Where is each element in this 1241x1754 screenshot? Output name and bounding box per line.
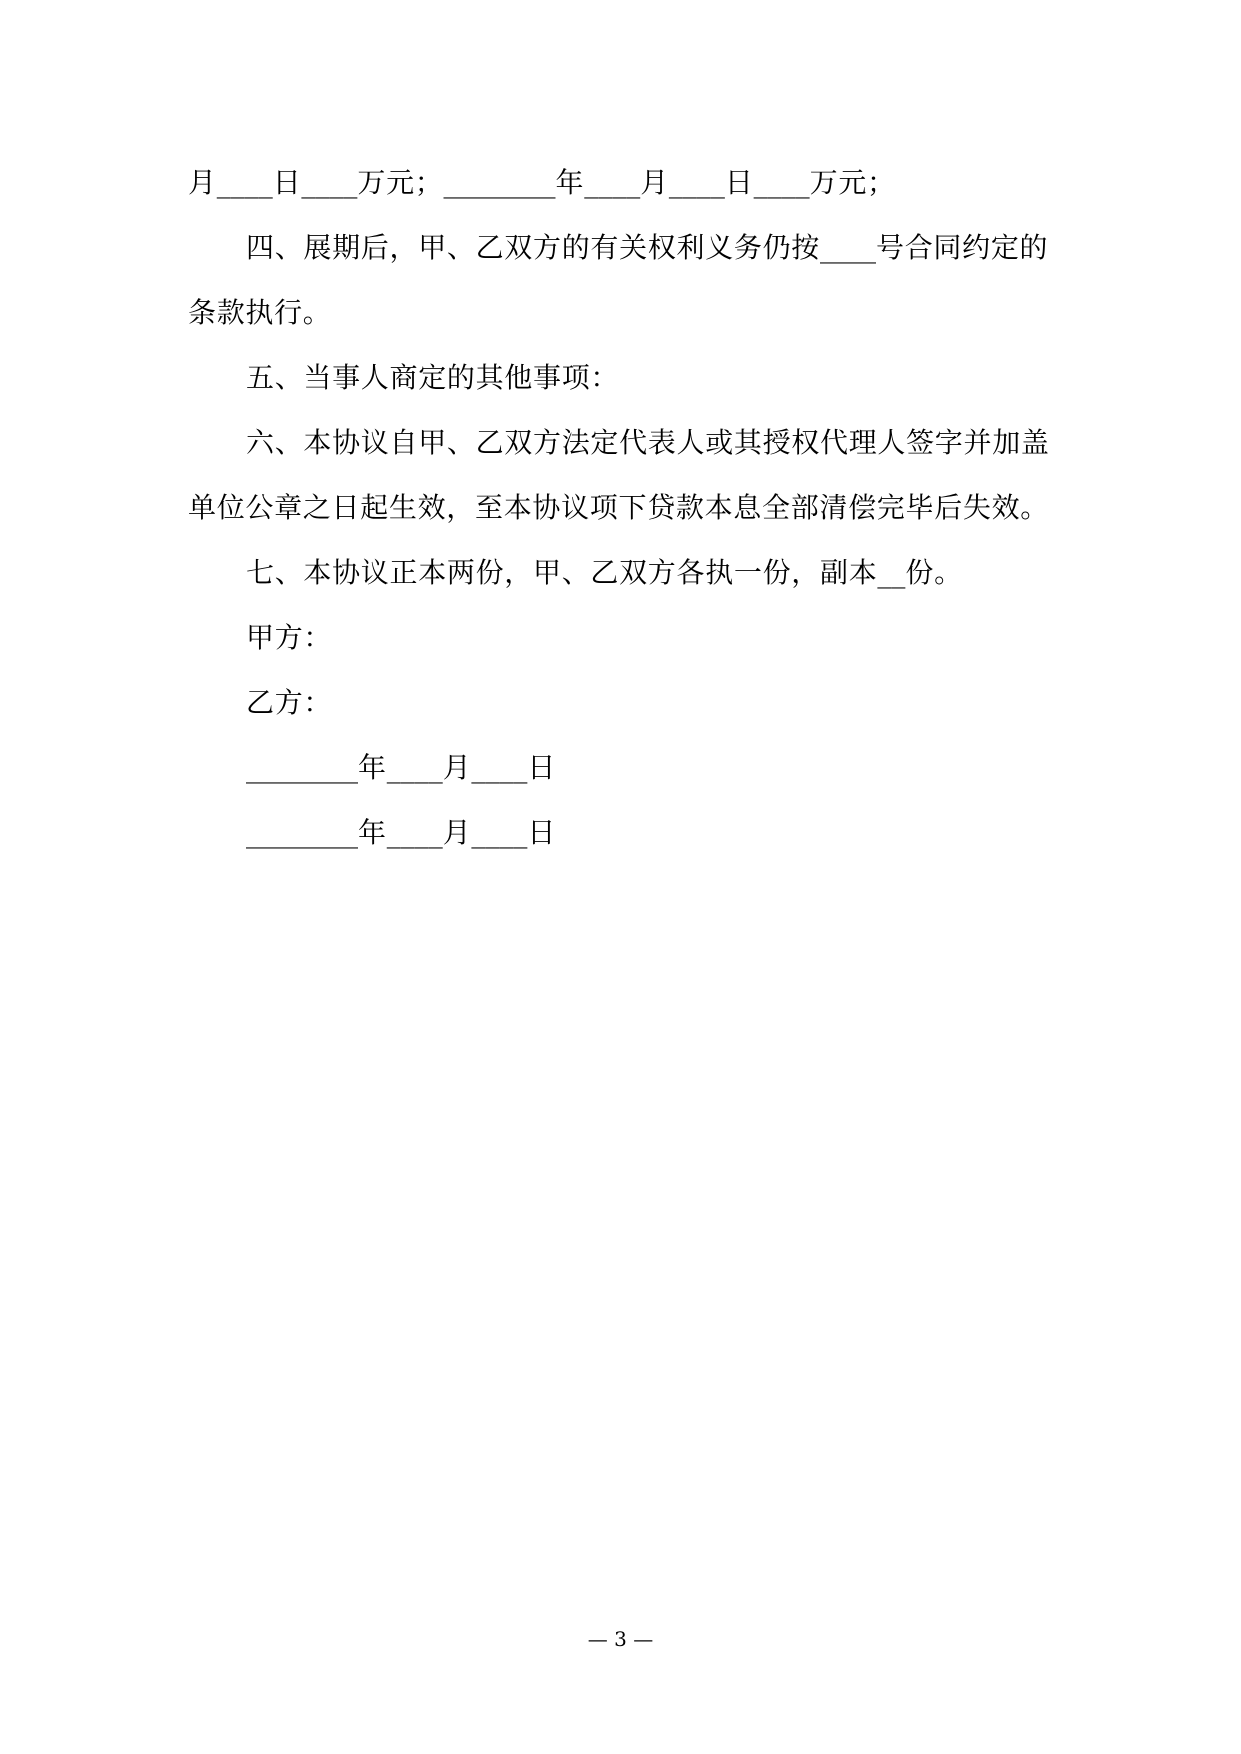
blank-field: ____ xyxy=(216,166,273,199)
blank-field: ____ xyxy=(584,166,641,199)
clause-4-line-2: 条款执行。 xyxy=(188,296,332,329)
party-a-signature: 甲方： xyxy=(246,621,333,654)
blank-field: ____ xyxy=(471,751,528,784)
blank-field: ____ xyxy=(471,816,528,849)
blank-field: ____ xyxy=(386,816,443,849)
date-line-party-b: ________年____月____日 xyxy=(246,816,557,849)
blank-field: ____ xyxy=(753,166,810,199)
document-body xyxy=(188,150,1050,865)
blank-field: ____ xyxy=(301,166,358,199)
blank-field: ________ xyxy=(443,166,556,199)
clause-4-line-1: 四、展期后，甲、乙双方的有关权利义务仍按____号合同约定的 xyxy=(246,231,1049,264)
clause-6-line-1: 六、本协议自甲、乙双方法定代表人或其授权代理人签字并加盖 xyxy=(246,426,1050,459)
date-line-party-a: ________年____月____日 xyxy=(246,751,557,784)
blank-field: ________ xyxy=(246,816,358,849)
blank-field: ________ xyxy=(246,751,358,784)
page-number: — 3 — xyxy=(587,1627,654,1651)
clause-6-line-2: 单位公章之日起生效，至本协议项下贷款本息全部清偿完毕后失效。 xyxy=(188,491,1050,524)
continuation-line: 月____日____万元；________年____月____日____万元； xyxy=(188,166,896,199)
clause-7: 七、本协议正本两份，甲、乙双方各执一份，副本__份。 xyxy=(246,556,963,589)
party-b-signature: 乙方： xyxy=(246,686,333,719)
blank-field: ____ xyxy=(386,751,443,784)
blank-field: ____ xyxy=(820,231,877,264)
clause-5: 五、当事人商定的其他事项： xyxy=(246,361,620,394)
blank-field: ____ xyxy=(668,166,725,199)
blank-field: __ xyxy=(877,556,906,589)
